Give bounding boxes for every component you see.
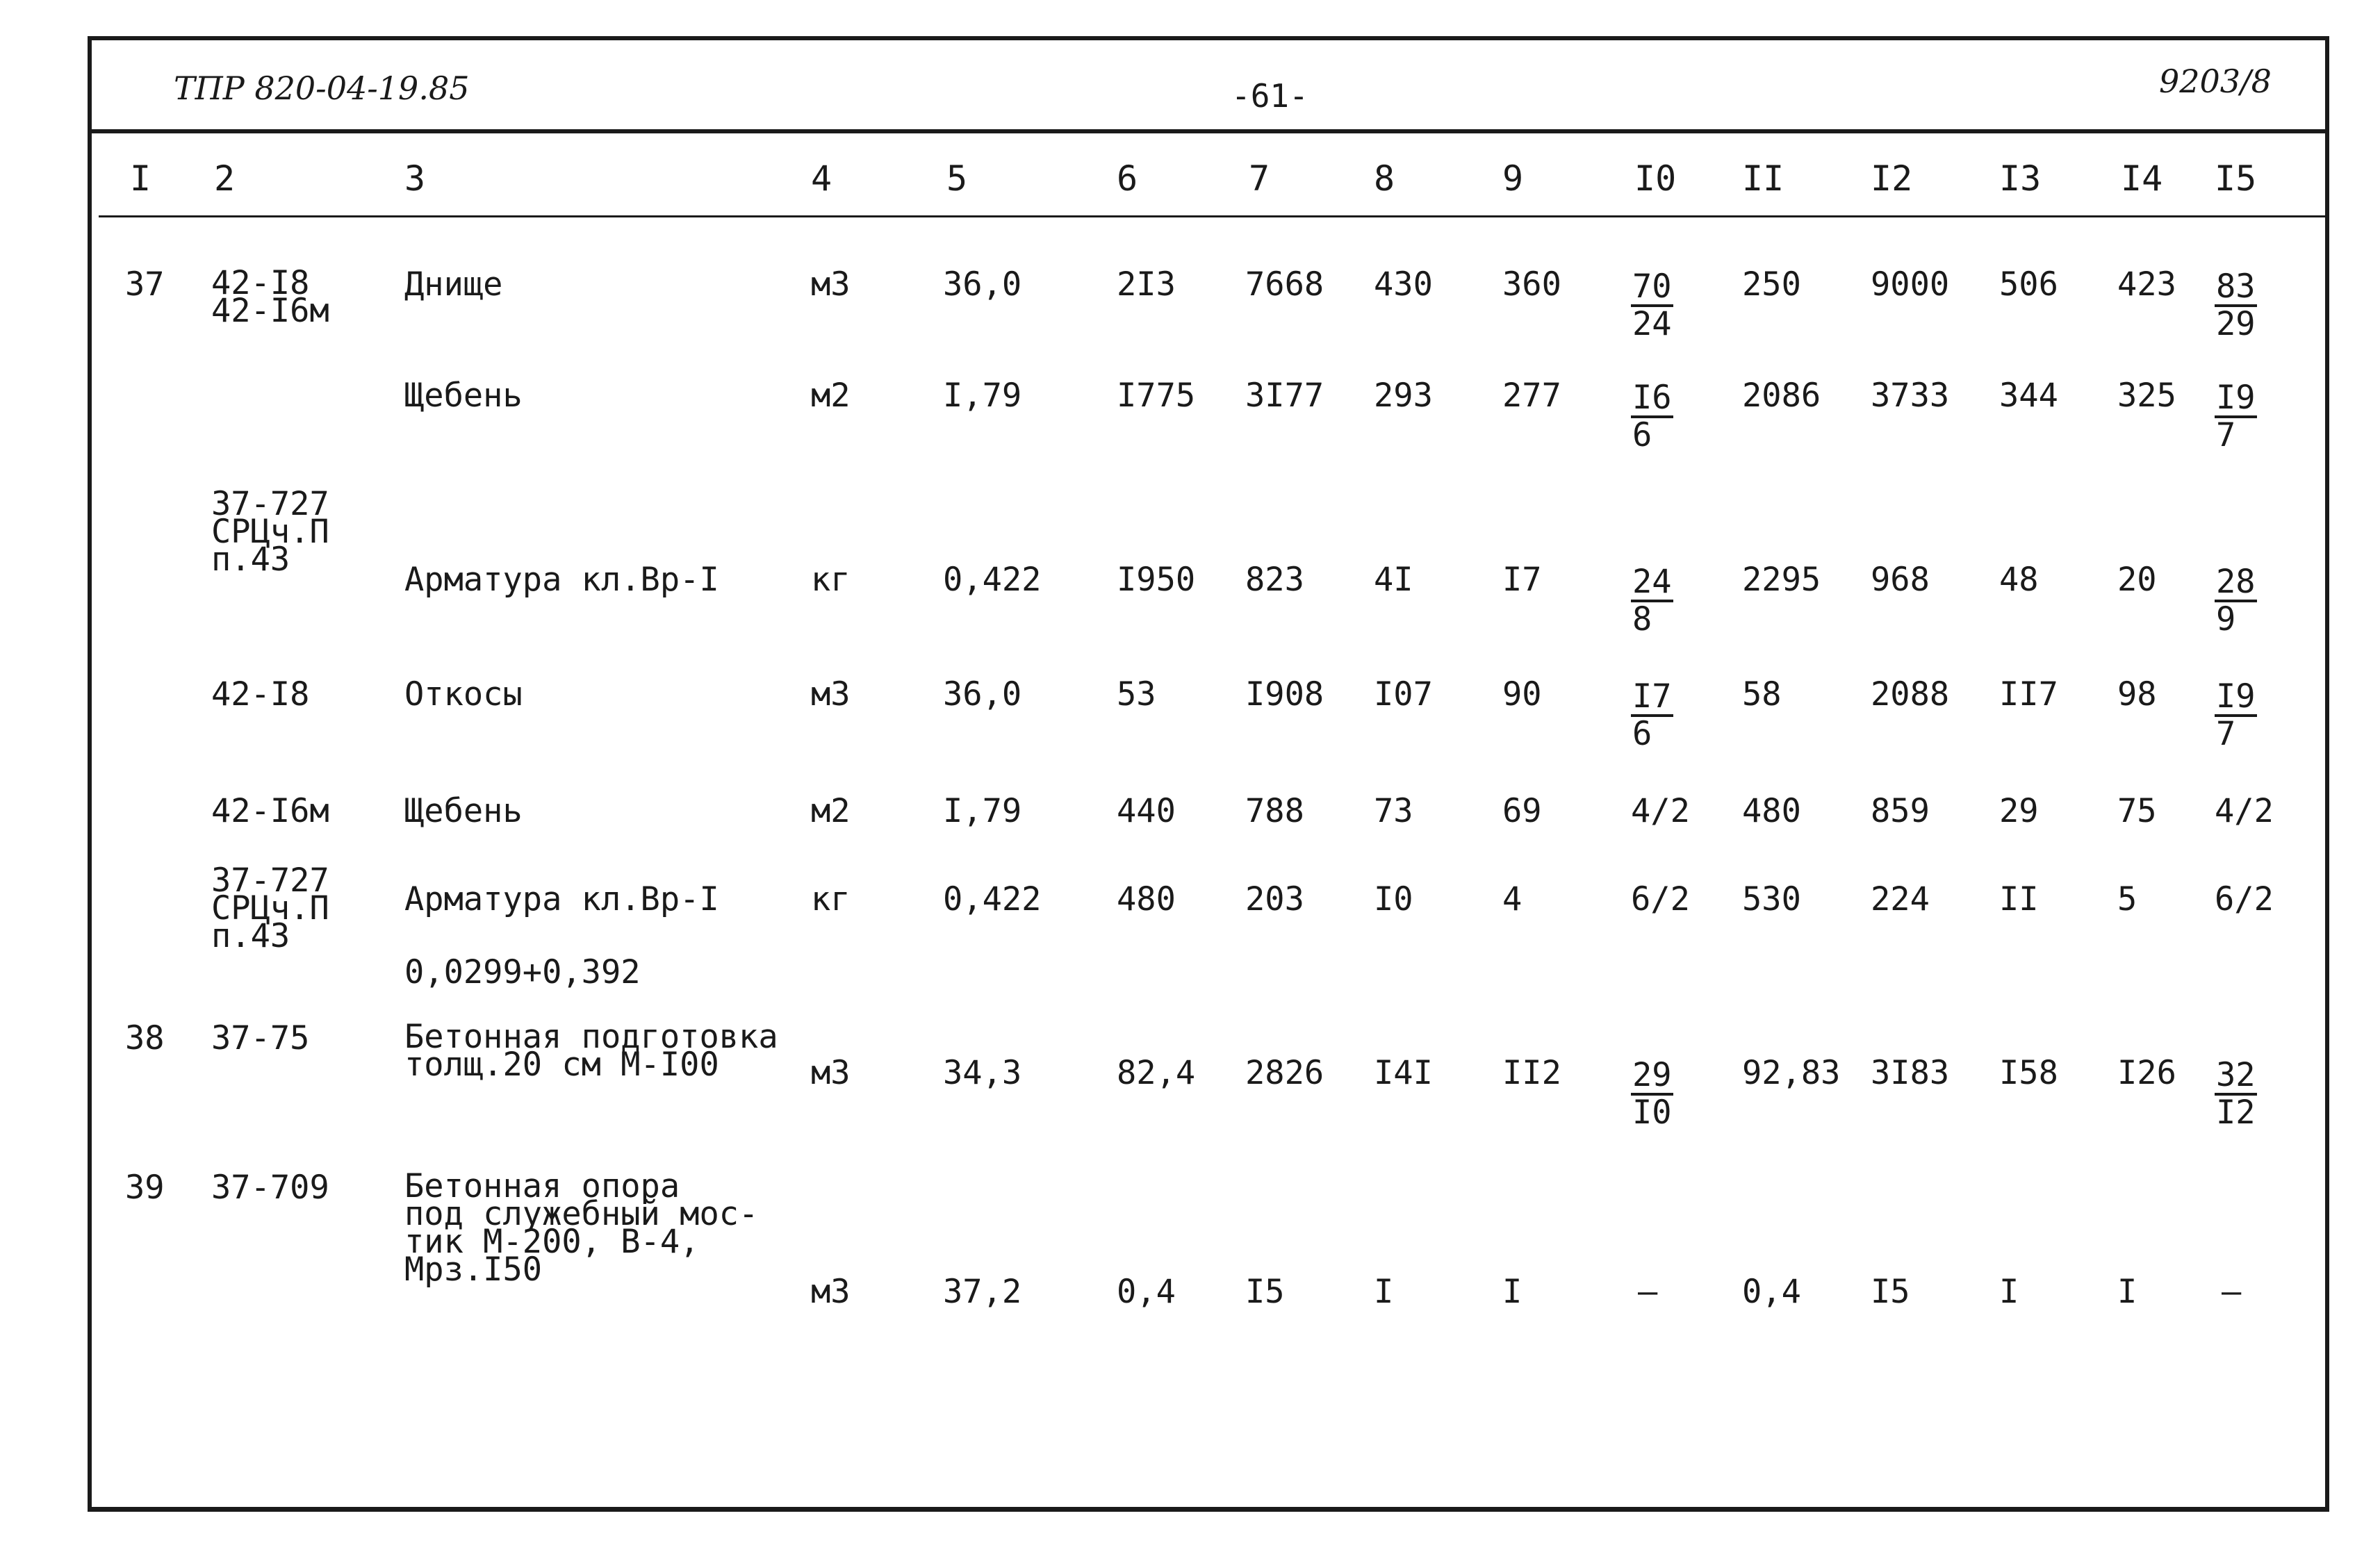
col-header-3: 3 — [404, 158, 426, 199]
row-number: 38 — [125, 1019, 165, 1057]
norm-code: 42-I8 — [211, 675, 310, 713]
cell-col7: 788 — [1245, 792, 1304, 830]
item-name: Бетонная подготовка толщ.20 см М-I00 — [404, 1018, 778, 1084]
cell-col12: I5 — [1871, 1273, 1910, 1311]
item-name: Щебень — [404, 792, 523, 830]
col-header-9: 9 — [1502, 158, 1524, 199]
item-name: Щебень — [404, 377, 523, 415]
cell-col12: 2088 — [1871, 675, 1950, 713]
col-header-2: 2 — [214, 158, 236, 199]
cell-col11: 530 — [1742, 880, 1801, 918]
norm-code: 42-I6м — [211, 792, 329, 830]
cell-col15: – — [2222, 1273, 2242, 1311]
cell-col8: 430 — [1374, 265, 1433, 304]
item-name: Арматура кл.Вр-I — [404, 561, 719, 599]
cell-col10: 4/2 — [1631, 792, 1690, 830]
cell-col9: II2 — [1502, 1054, 1561, 1092]
unit: м2 — [811, 377, 851, 415]
cell-col12: 224 — [1871, 880, 1930, 918]
cell-col9: I — [1502, 1273, 1523, 1311]
cell-col13: I — [1999, 1273, 2019, 1311]
cell-col11: 0,4 — [1742, 1273, 1801, 1311]
cell-col6: 2I3 — [1117, 265, 1176, 304]
cell-col5: 0,422 — [943, 561, 1042, 599]
cell-col14: 5 — [2117, 880, 2137, 918]
cell-col12: 3I83 — [1871, 1054, 1950, 1092]
cell-col6: 440 — [1117, 792, 1176, 830]
cell-col15-fraction: $\frac{28}{9}$ — [2216, 563, 2256, 638]
cell-col7: 7668 — [1245, 265, 1324, 304]
cell-col9: 90 — [1502, 675, 1542, 713]
cell-col7: 3I77 — [1245, 377, 1324, 415]
cell-col10-fraction: $\frac{I6}{6}$ — [1632, 379, 1672, 454]
cell-col9: 360 — [1502, 265, 1561, 304]
cell-col14: I26 — [2117, 1054, 2176, 1092]
cell-col13: II7 — [1999, 675, 2058, 713]
norm-code: 37-75 — [211, 1019, 310, 1057]
unit: кг — [811, 880, 851, 918]
cell-col8: 73 — [1374, 792, 1413, 830]
cell-col11: 92,83 — [1742, 1054, 1841, 1092]
norm-code: 42-I8 42-I6м — [211, 264, 329, 330]
cell-col8: I4I — [1374, 1054, 1433, 1092]
cell-col13: 48 — [1999, 561, 2039, 599]
cell-col14: 98 — [2117, 675, 2157, 713]
document-sheet — [88, 36, 2329, 1512]
cell-col5: I,79 — [943, 377, 1022, 415]
row-number: 39 — [125, 1169, 165, 1207]
cell-col10-fraction: $\frac{29}{I0}$ — [1632, 1056, 1672, 1132]
col-header-7: 7 — [1249, 158, 1270, 199]
cell-col14: 75 — [2117, 792, 2157, 830]
col-header-11: II — [1742, 158, 1784, 199]
item-note: 0,0299+0,392 — [404, 953, 641, 991]
cell-col8: I07 — [1374, 675, 1433, 713]
cell-col5: 37,2 — [943, 1273, 1022, 1311]
cell-col7: I5 — [1245, 1273, 1285, 1311]
unit: м3 — [811, 1273, 851, 1311]
col-header-6: 6 — [1117, 158, 1138, 199]
cell-col11: 58 — [1742, 675, 1782, 713]
cell-col5: I,79 — [943, 792, 1022, 830]
cell-col13: 344 — [1999, 377, 2058, 415]
col-header-5: 5 — [946, 158, 968, 199]
cell-col8: 293 — [1374, 377, 1433, 415]
item-name: Арматура кл.Вр-I — [404, 880, 719, 918]
cell-col6: 82,4 — [1117, 1054, 1196, 1092]
unit: кг — [811, 561, 851, 599]
cell-col7: 2826 — [1245, 1054, 1324, 1092]
cell-col14: 20 — [2117, 561, 2157, 599]
col-header-4: 4 — [811, 158, 832, 199]
cell-col8: I — [1374, 1273, 1394, 1311]
cell-col5: 0,422 — [943, 880, 1042, 918]
cell-col12: 3733 — [1871, 377, 1950, 415]
item-name: Днище — [404, 265, 503, 304]
unit: м3 — [811, 675, 851, 713]
cell-col6: 480 — [1117, 880, 1176, 918]
sheet-reference: 9203/8 — [2159, 63, 2272, 100]
item-name: Бетонная опора под служебный мос- тик М-200, В-4, Мрз.I50 — [404, 1167, 759, 1289]
cell-col9: 277 — [1502, 377, 1561, 415]
cell-col7: 823 — [1245, 561, 1304, 599]
document-code: ТПР 820-04-19.85 — [174, 69, 470, 107]
col-header-12: I2 — [1871, 158, 1913, 199]
cell-col8: I0 — [1374, 880, 1413, 918]
title-divider — [92, 129, 2325, 133]
cell-col13: 29 — [1999, 792, 2039, 830]
cell-col9: 4 — [1502, 880, 1523, 918]
col-header-15: I5 — [2215, 158, 2257, 199]
cell-col6: 53 — [1117, 675, 1156, 713]
col-header-13: I3 — [1999, 158, 2042, 199]
cell-col15-fraction: $\frac{32}{I2}$ — [2216, 1056, 2256, 1132]
cell-col13: II — [1999, 880, 2039, 918]
page-number: -61- — [1231, 77, 1308, 115]
col-header-8: 8 — [1374, 158, 1395, 199]
cell-col11: 250 — [1742, 265, 1801, 304]
cell-col5: 34,3 — [943, 1054, 1022, 1092]
item-name: Откосы — [404, 675, 523, 713]
cell-col15: 6/2 — [2215, 880, 2274, 918]
unit: м2 — [811, 792, 851, 830]
cell-col5: 36,0 — [943, 265, 1022, 304]
cell-col10-fraction: $\frac{24}{8}$ — [1632, 563, 1672, 638]
cell-col13: 506 — [1999, 265, 2058, 304]
cell-col13: I58 — [1999, 1054, 2058, 1092]
cell-col6: I775 — [1117, 377, 1196, 415]
cell-col11: 480 — [1742, 792, 1801, 830]
cell-col15-fraction: $\frac{83}{29}$ — [2216, 267, 2256, 343]
cell-col11: 2295 — [1742, 561, 1821, 599]
unit: м3 — [811, 265, 851, 304]
norm-code: 37-709 — [211, 1169, 329, 1207]
cell-col10: – — [1638, 1273, 1658, 1311]
cell-col8: 4I — [1374, 561, 1413, 599]
cell-col15-fraction: $\frac{I9}{7}$ — [2216, 379, 2256, 454]
header-divider — [99, 215, 2325, 217]
cell-col14: 423 — [2117, 265, 2176, 304]
cell-col6: 0,4 — [1117, 1273, 1176, 1311]
cell-col6: I950 — [1117, 561, 1196, 599]
row-number: 37 — [125, 265, 165, 304]
cell-col12: 9000 — [1871, 265, 1950, 304]
cell-col7: 203 — [1245, 880, 1304, 918]
cell-col12: 968 — [1871, 561, 1930, 599]
cell-col7: I908 — [1245, 675, 1324, 713]
cell-col5: 36,0 — [943, 675, 1022, 713]
unit: м3 — [811, 1054, 851, 1092]
col-header-1: I — [130, 158, 151, 199]
norm-code: 37-727 СРЦч.П п.43 — [211, 485, 329, 579]
cell-col10-fraction: $\frac{I7}{6}$ — [1632, 677, 1672, 753]
cell-col14: I — [2117, 1273, 2137, 1311]
cell-col10: 6/2 — [1631, 880, 1690, 918]
cell-col12: 859 — [1871, 792, 1930, 830]
norm-code: 37-727 СРЦч.П п.43 — [211, 861, 329, 955]
cell-col15: 4/2 — [2215, 792, 2274, 830]
cell-col9: 69 — [1502, 792, 1542, 830]
col-header-10: I0 — [1634, 158, 1677, 199]
col-header-14: I4 — [2121, 158, 2163, 199]
cell-col14: 325 — [2117, 377, 2176, 415]
cell-col11: 2086 — [1742, 377, 1821, 415]
cell-col9: I7 — [1502, 561, 1542, 599]
cell-col10-fraction: $\frac{70}{24}$ — [1632, 267, 1672, 343]
cell-col15-fraction: $\frac{I9}{7}$ — [2216, 677, 2256, 753]
